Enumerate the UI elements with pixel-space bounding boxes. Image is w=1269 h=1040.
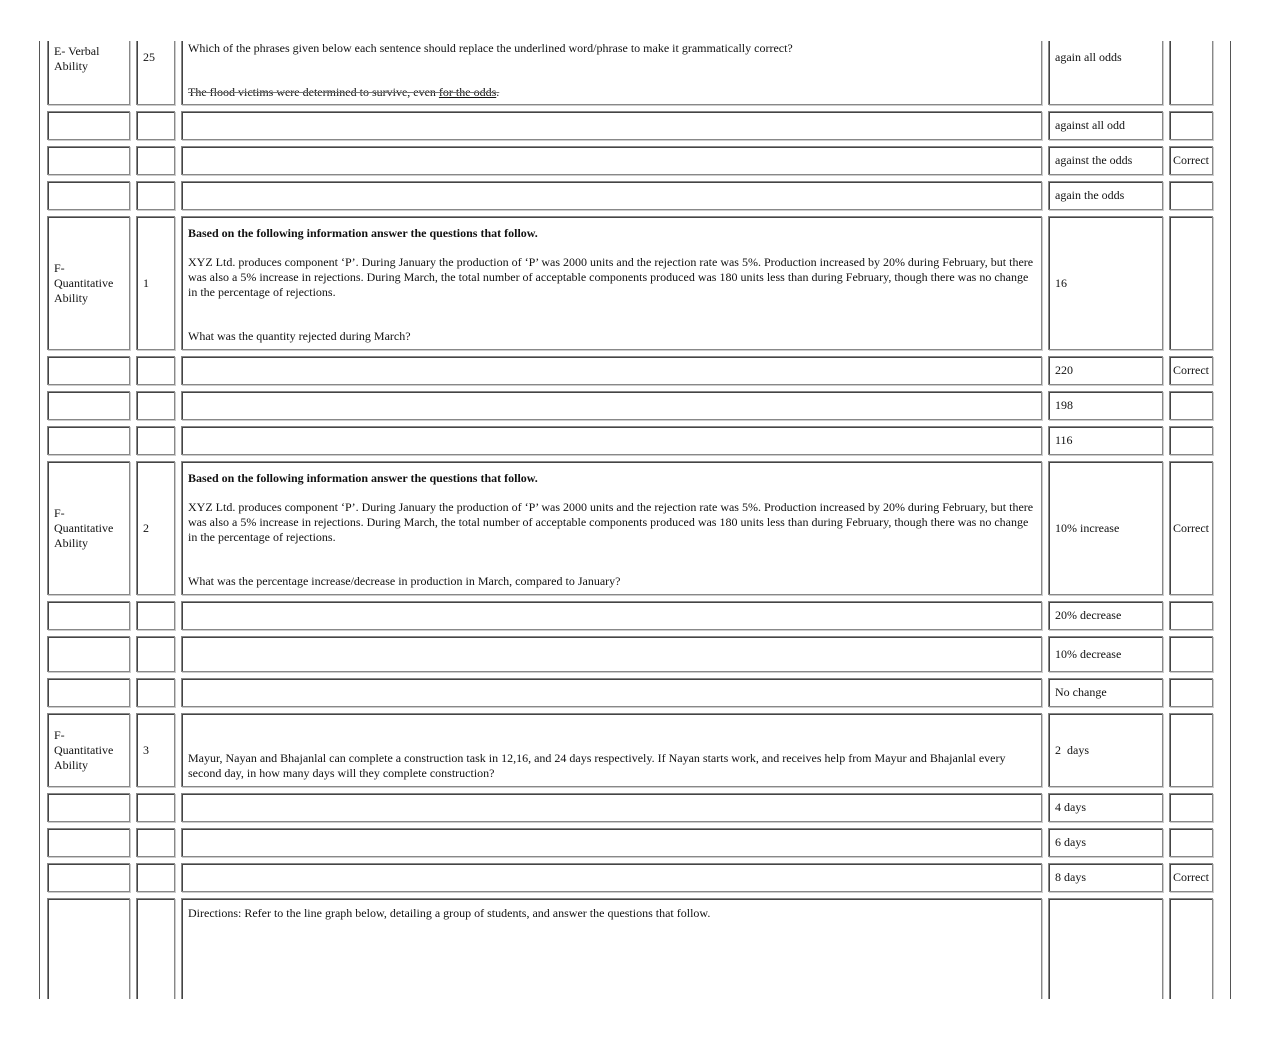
option-cell [1048,461,1163,595]
question-number: 2 [143,520,149,535]
empty-cell [47,601,130,630]
section-label: Ability [54,290,89,305]
mark-cell [1169,678,1213,707]
option-text: 2 days [1055,742,1089,757]
empty-cell [47,636,130,672]
empty-cell [181,601,1042,630]
question-number: 3 [143,742,149,757]
empty-cell [47,426,130,455]
table-row [47,181,1213,210]
section-label: F- [54,505,65,520]
option-cell [1048,356,1163,385]
empty-cell [136,391,175,420]
option-text: 10% decrease [1055,646,1122,661]
sentence-after: . [496,85,500,99]
option-cell [1048,601,1163,630]
section-label: E- Verbal Ability [54,44,100,73]
info-text: XYZ Ltd. produces component ‘P’. During January the production of ‘P’ was 2000 units and the rejection rate was 5%. Production increased by 20% during February, but there was also a 5% increase in rejections. During March, the total number of acceptable components produced was 180 units less than during February, though there was no change in the percentage of rejections. [188,500,1034,544]
empty-cell [181,678,1042,707]
empty-cell [136,601,175,630]
table-row [47,863,1213,892]
empty-cell [47,391,130,420]
option-text: 220 [1055,363,1073,377]
table-row [47,601,1213,630]
empty-cell [47,356,130,385]
mark-cell [1169,426,1213,455]
empty-cell [181,793,1042,822]
question-table [41,41,1219,999]
option-cell [1048,636,1163,672]
empty-cell [181,391,1042,420]
mark-cell [1169,391,1213,420]
mark-cell [1169,828,1213,857]
empty-cell [136,356,175,385]
mark-cell [1169,146,1213,175]
question-cell [181,216,1042,350]
option-text: 4 days [1055,800,1086,814]
question-text: Mayur, Nayan and Bhajanlal can complete a construction task in 12,16, and 24 days respectively. If Nayan starts work, and receives help from Mayur and Bhajanlal every second day, in how many days will they complete construction? [188,751,1006,780]
info-heading: Based on the following information answer the questions that follow. [188,226,538,240]
table-row [47,898,1213,999]
option-text: against all odd [1055,118,1125,132]
empty-cell [47,181,130,210]
mark-cell [1169,461,1213,595]
table-row [47,426,1213,455]
section-cell [47,41,130,105]
table-row [47,461,1213,595]
table-row [47,793,1213,822]
empty-cell [181,111,1042,140]
number-cell [136,216,175,350]
empty-cell [136,111,175,140]
section-label: Ability [54,757,89,772]
option-text: 16 [1055,275,1067,290]
option-text: again all odds [1055,50,1122,64]
number-cell [136,713,175,787]
mark-cell [1169,713,1213,787]
option-text: 116 [1055,433,1073,447]
number-cell [136,41,175,105]
answer-mark: Correct [1173,520,1209,535]
mark-cell [1169,601,1213,630]
table-row [47,713,1213,787]
answer-mark: Correct [1173,870,1209,884]
empty-cell [47,678,130,707]
table-row [47,636,1213,672]
option-cell [1048,216,1163,350]
empty-cell [47,863,130,892]
empty-cell [47,828,130,857]
empty-cell [181,426,1042,455]
question-cell [181,713,1042,787]
question-text: What was the quantity rejected during March? [188,329,411,343]
empty-cell [136,898,175,999]
option-text: against the odds [1055,153,1133,167]
number-cell [136,461,175,595]
mark-cell [1169,636,1213,672]
option-cell [1048,713,1163,787]
table-row [47,828,1213,857]
section-label: F- [54,727,65,742]
option-cell [1048,41,1163,105]
option-cell [1048,793,1163,822]
section-label: Ability [54,535,89,550]
info-heading: Based on the following information answer the questions that follow. [188,471,538,485]
empty-cell [47,111,130,140]
question-table-frame [39,41,1231,999]
empty-cell [47,898,130,999]
section-cell [47,713,130,787]
section-label: F- [54,260,65,275]
empty-cell [1048,898,1163,999]
empty-cell [136,828,175,857]
option-cell [1048,426,1163,455]
sentence-before: The flood victims were determined to survive, even [188,85,439,99]
empty-cell [47,793,130,822]
directions-cell [181,898,1042,999]
mark-cell [1169,356,1213,385]
empty-cell [136,636,175,672]
option-text: again the odds [1055,188,1125,202]
option-text: 20% decrease [1055,608,1122,622]
empty-cell [181,181,1042,210]
section-cell [47,216,130,350]
mark-cell [1169,863,1213,892]
option-text: No change [1055,685,1107,699]
option-cell [1048,678,1163,707]
table-row [47,391,1213,420]
option-cell [1048,111,1163,140]
empty-cell [181,356,1042,385]
empty-cell [136,793,175,822]
question-number: 25 [143,50,155,64]
option-cell [1048,828,1163,857]
question-number: 1 [143,275,149,290]
section-cell [47,461,130,595]
mark-cell [1169,111,1213,140]
empty-cell [136,678,175,707]
empty-cell [136,426,175,455]
section-label: Quantitative [54,520,114,535]
question-text: What was the percentage increase/decrease in production in March, compared to January? [188,574,621,588]
option-cell [1048,391,1163,420]
mark-cell [1169,216,1213,350]
option-text: 10% increase [1055,520,1120,535]
empty-cell [47,146,130,175]
question-sentence [188,85,1035,100]
section-label: Quantitative [54,275,114,290]
empty-cell [1169,898,1213,999]
option-cell [1048,863,1163,892]
empty-cell [181,636,1042,672]
answer-mark: Correct [1173,153,1209,167]
mark-cell [1169,181,1213,210]
option-text: 6 days [1055,835,1086,849]
table-row [47,146,1213,175]
option-text: 8 days [1055,870,1086,884]
directions-text: Directions: Refer to the line graph below, detailing a group of students, and answer the questions that follow. [188,906,711,920]
mark-cell [1169,793,1213,822]
table-row [47,356,1213,385]
empty-cell [136,181,175,210]
option-text: 198 [1055,398,1073,412]
info-text: XYZ Ltd. produces component ‘P’. During January the production of ‘P’ was 2000 units and the rejection rate was 5%. Production increased by 20% during February, but there was also a 5% increase in rejections. During March, the total number of acceptable components produced was 180 units less than during February, though there was no change in the percentage of rejections. [188,255,1034,299]
option-cell [1048,146,1163,175]
question-cell [181,461,1042,595]
answer-mark: Correct [1173,363,1209,377]
empty-cell [181,828,1042,857]
empty-cell [136,146,175,175]
option-cell [1048,181,1163,210]
question-intro: Which of the phrases given below each sentence should replace the underlined word/phrase to make it grammatically correct? [188,41,793,55]
section-label: Quantitative [54,742,114,757]
table-row [47,678,1213,707]
question-cell [181,41,1042,105]
table-row [47,41,1213,105]
table-row [47,216,1213,350]
empty-cell [181,863,1042,892]
mark-cell [1169,41,1213,105]
underlined-phrase: for the odds [438,85,497,99]
empty-cell [181,146,1042,175]
table-row [47,111,1213,140]
empty-cell [136,863,175,892]
